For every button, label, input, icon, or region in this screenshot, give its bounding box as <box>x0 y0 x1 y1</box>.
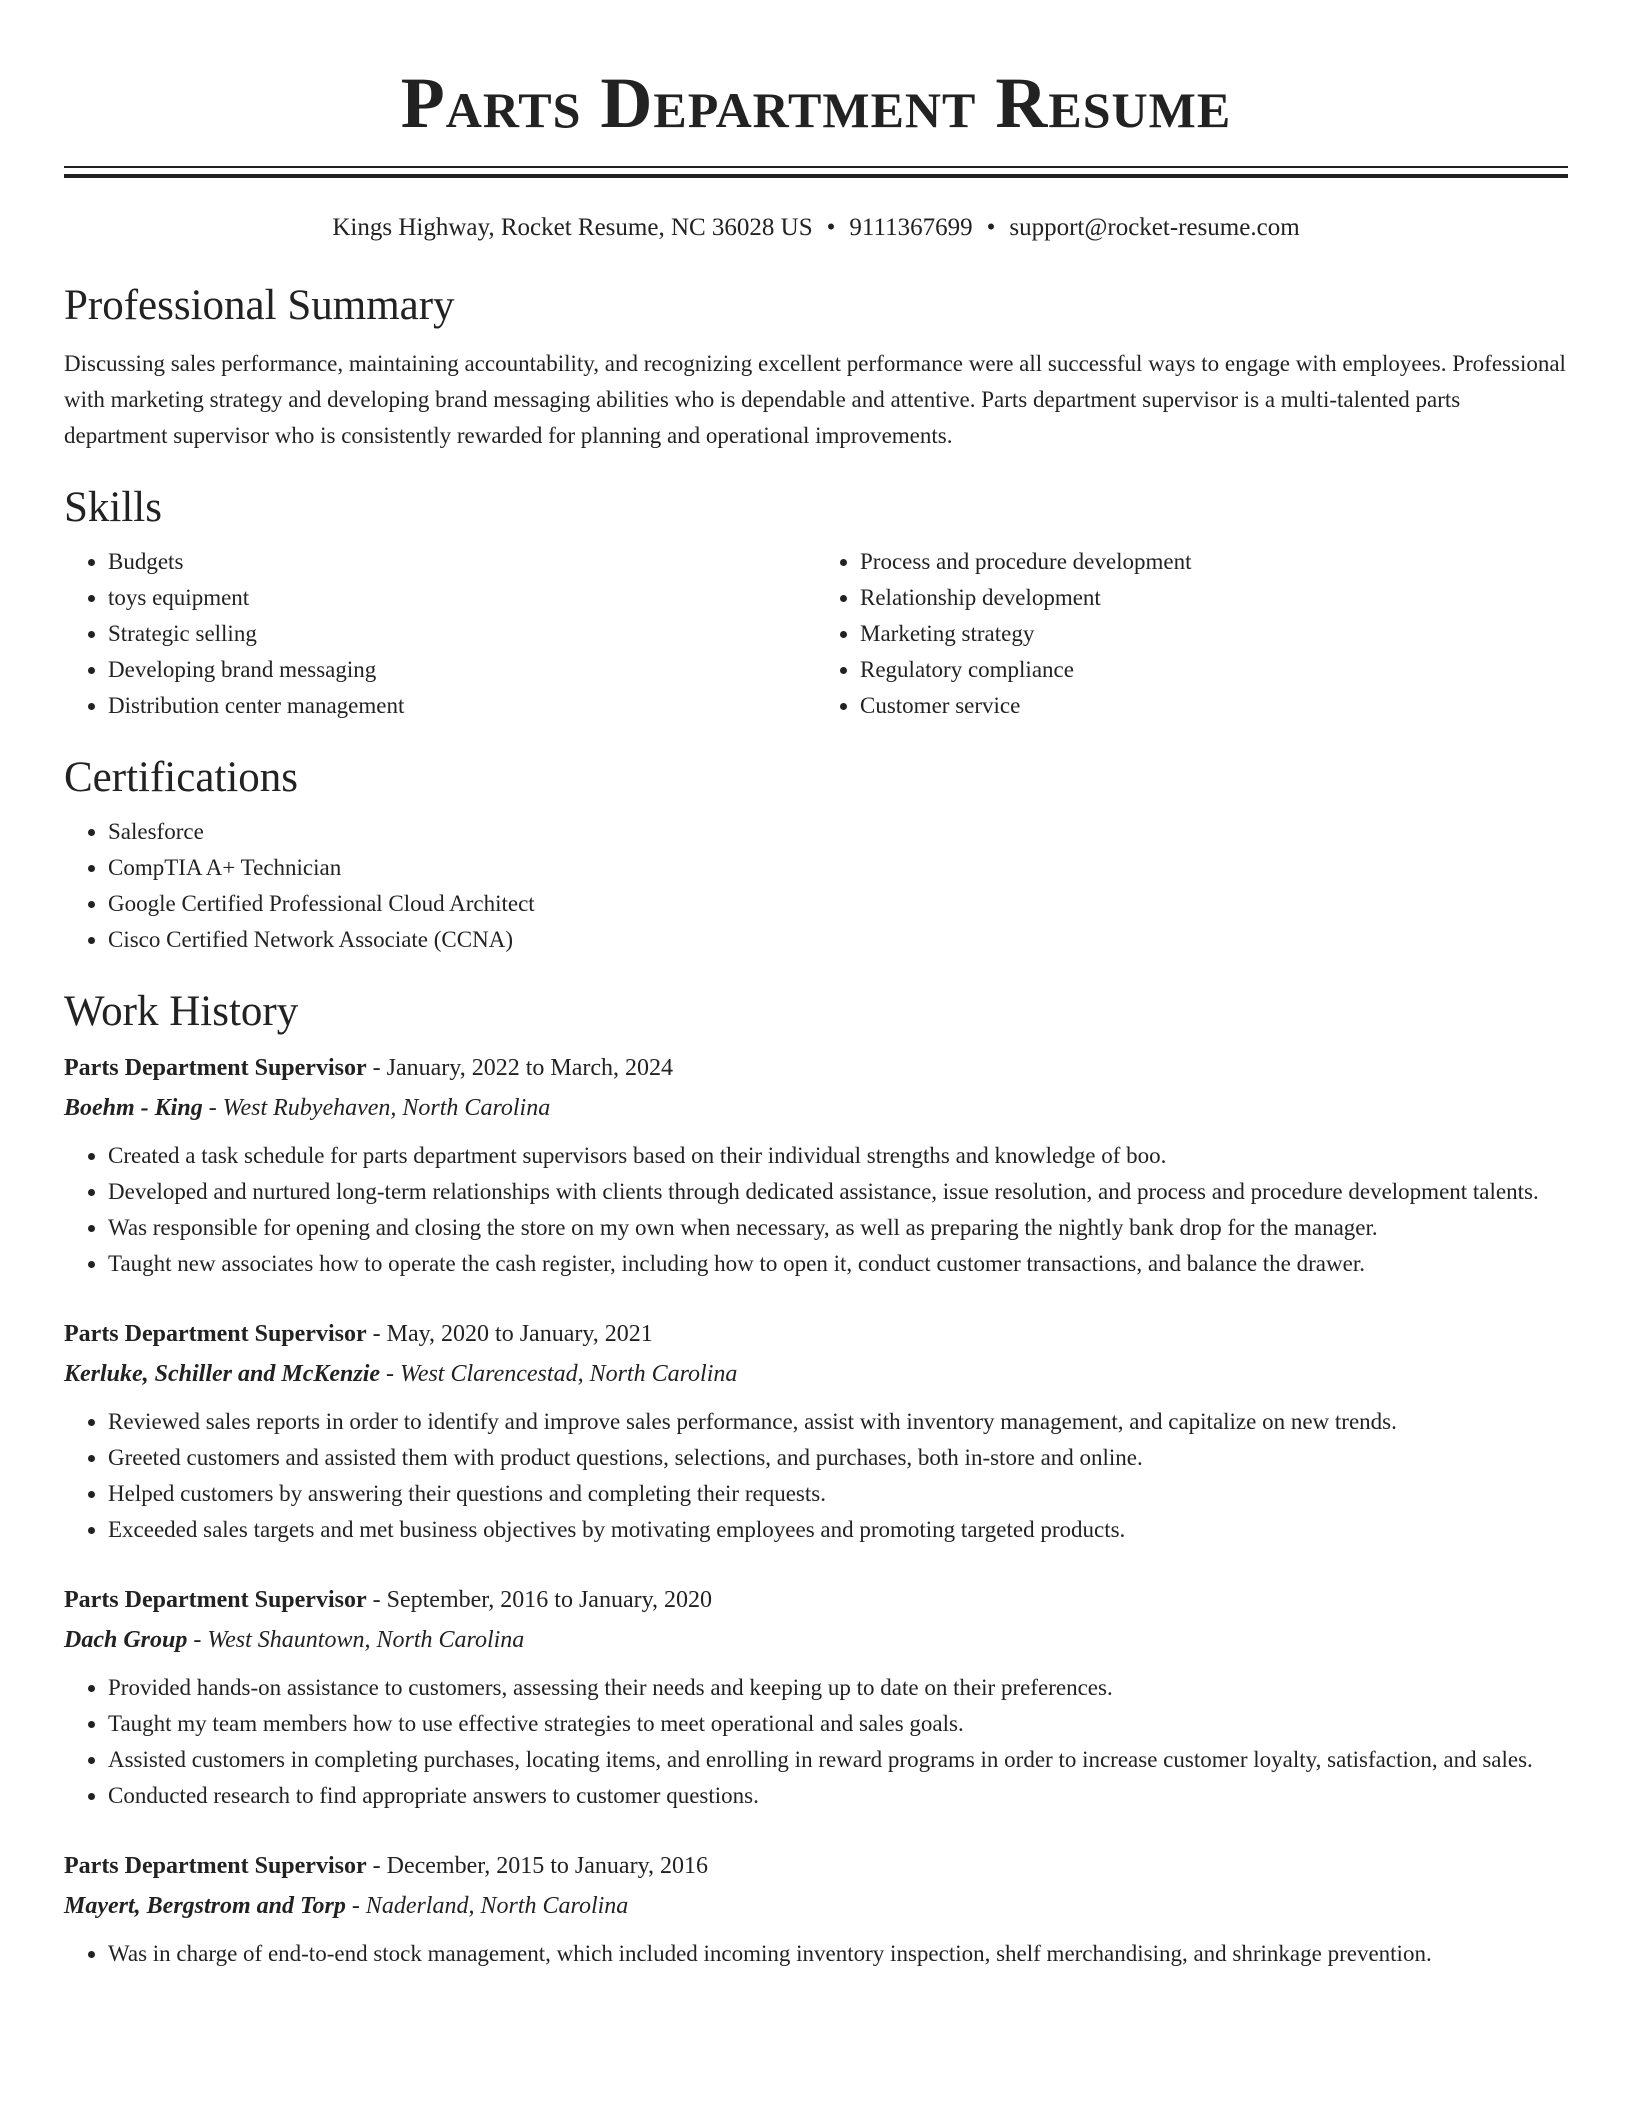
job-bullet: • Created a task schedule for parts department supervisors based on their individual strengths and knowledge of boo. <box>108 1138 1568 1174</box>
summary-heading: Professional Summary <box>64 282 455 329</box>
certifications-heading: Certifications <box>64 754 299 801</box>
job-bullets <box>64 1138 1568 1282</box>
job-dates: - September, 2016 to January, 2020 <box>366 1587 713 1613</box>
contact-address: Kings Highway, Rocket Resume, NC 36028 US <box>332 214 813 241</box>
certifications-list <box>64 814 1568 958</box>
contact-phone: 9111367699 <box>849 214 973 241</box>
job-bullet: • Exceeded sales targets and met business objectives by motivating employees and promoting targeted products. <box>108 1512 1568 1548</box>
title-divider-thick <box>64 174 1568 178</box>
skill-item: • Regulatory compliance <box>860 652 1568 688</box>
job-bullet: • Assisted customers in completing purchases, locating items, and enrolling in reward programs in order to increase customer loyalty, satisfaction, and sales. <box>108 1742 1568 1778</box>
skills-list-right <box>816 544 1568 724</box>
job-bullets <box>64 1936 1568 1972</box>
skills-section <box>64 480 1568 724</box>
certification-item: • Google Certified Professional Cloud Architect <box>108 886 1568 922</box>
job-bullet: • Developed and nurtured long-term relationships with clients through dedicated assistance, issue resolution, and process and procedure development talents. <box>108 1174 1568 1210</box>
skill-item: • Distribution center management <box>108 688 816 724</box>
job-bullets <box>64 1404 1568 1548</box>
certification-item: • Salesforce <box>108 814 1568 850</box>
summary-section <box>64 278 1568 454</box>
job-employer-line <box>64 1886 1568 1926</box>
job-entry <box>64 1846 1568 1972</box>
job-employer-line <box>64 1620 1568 1660</box>
skill-item: • toys equipment <box>108 580 816 616</box>
job-employer: Mayert, Bergstrom and Torp <box>64 1893 346 1919</box>
summary-text: Discussing sales performance, maintaining accountability, and recognizing excellent performance were all successful ways to engage with employees. Professional with marketing strategy and developing brand messaging abilities who is dependable and attentive. Parts department supervisor is a multi-talented parts department supervisor who is consistently rewarded for planning and operational improvements. <box>64 351 1566 448</box>
skill-item: • Relationship development <box>860 580 1568 616</box>
contact-email[interactable]: support@rocket-resume.com <box>1009 214 1300 241</box>
job-employer-line <box>64 1088 1568 1128</box>
job-bullet: • Provided hands-on assistance to customers, assessing their needs and keeping up to date on their preferences. <box>108 1670 1568 1706</box>
job-title-line <box>64 1580 1568 1620</box>
contact-separator: • <box>826 214 836 241</box>
job-bullet: • Taught new associates how to operate the cash register, including how to open it, conduct customer transactions, and balance the drawer. <box>108 1246 1568 1282</box>
job-title: Parts Department Supervisor <box>64 1853 367 1879</box>
job-title: Parts Department Supervisor <box>64 1055 367 1081</box>
certification-item: • CompTIA A+ Technician <box>108 850 1568 886</box>
contact-line <box>64 210 1568 246</box>
job-title-line <box>64 1048 1568 1088</box>
page-title: Parts Department Resume <box>400 63 1232 143</box>
job-employer: Boehm - King <box>64 1095 203 1121</box>
certifications-section <box>64 750 1568 958</box>
job-bullet: • Conducted research to find appropriate answers to customer questions. <box>108 1778 1568 1814</box>
title-divider-thin <box>64 166 1568 168</box>
job-bullet: • Taught my team members how to use effective strategies to meet operational and sales goals. <box>108 1706 1568 1742</box>
work-history-heading: Work History <box>64 988 299 1035</box>
job-title: Parts Department Supervisor <box>64 1587 367 1613</box>
skills-heading: Skills <box>64 484 162 531</box>
skill-item: • Process and procedure development <box>860 544 1568 580</box>
work-history-section <box>64 984 1568 1972</box>
job-title-line <box>64 1314 1568 1354</box>
job-entry <box>64 1580 1568 1814</box>
contact-separator: • <box>986 214 996 241</box>
job-bullet: • Was in charge of end-to-end stock management, which included incoming inventory inspection, shelf merchandising, and shrinkage prevention. <box>108 1936 1568 1972</box>
job-location: - Naderland, North Carolina <box>345 1893 629 1919</box>
job-dates: - December, 2015 to January, 2016 <box>366 1853 709 1879</box>
job-entry <box>64 1048 1568 1282</box>
job-location: - West Shauntown, North Carolina <box>187 1627 525 1653</box>
skills-list-left <box>64 544 816 724</box>
job-bullet: • Greeted customers and assisted them with product questions, selections, and purchases, both in-store and online. <box>108 1440 1568 1476</box>
job-employer: Dach Group <box>64 1627 188 1653</box>
skill-item: • Developing brand messaging <box>108 652 816 688</box>
job-bullet: • Reviewed sales reports in order to identify and improve sales performance, assist with inventory management, and capitalize on new trends. <box>108 1404 1568 1440</box>
job-bullet: • Was responsible for opening and closing the store on my own when necessary, as well as preparing the nightly bank drop for the manager. <box>108 1210 1568 1246</box>
certification-item: • Cisco Certified Network Associate (CCNA) <box>108 922 1568 958</box>
skill-item: • Budgets <box>108 544 816 580</box>
skill-item: • Marketing strategy <box>860 616 1568 652</box>
job-dates: - January, 2022 to March, 2024 <box>366 1055 673 1081</box>
job-title-line <box>64 1846 1568 1886</box>
job-entry <box>64 1314 1568 1548</box>
job-location: - West Clarencestad, North Carolina <box>380 1361 738 1387</box>
skill-item: • Strategic selling <box>108 616 816 652</box>
skill-item: • Customer service <box>860 688 1568 724</box>
job-bullet: • Helped customers by answering their questions and completing their requests. <box>108 1476 1568 1512</box>
job-title: Parts Department Supervisor <box>64 1321 367 1347</box>
job-employer: Kerluke, Schiller and McKenzie <box>64 1361 381 1387</box>
job-employer-line <box>64 1354 1568 1394</box>
job-location: - West Rubyehaven, North Carolina <box>202 1095 551 1121</box>
skills-columns <box>64 544 1568 724</box>
job-bullets <box>64 1670 1568 1814</box>
job-dates: - May, 2020 to January, 2021 <box>366 1321 653 1347</box>
